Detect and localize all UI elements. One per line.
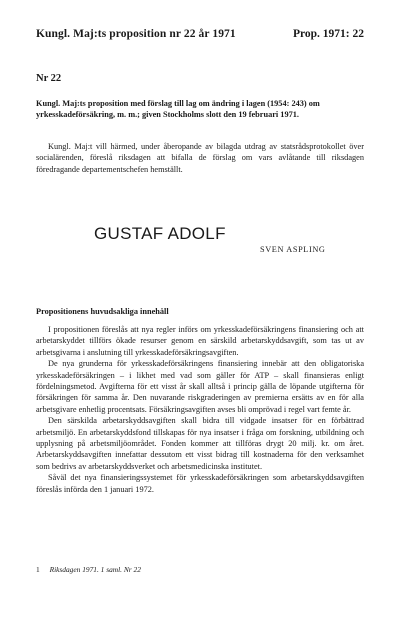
paragraph: Den särskilda arbetarskyddsavgiften skall bidra till vidgade insatser för en förbättrad arbetsmiljö. En arbetarskyddsfond tillskapas för nya insatser i fråga om forskning, utbildning och upplysning på arbetsmiljöområdet. Fonden kommer att tillföras drygt 20 milj. kr. om året. Arbetarskyddsavgiften innefattar dessutom ett visst bidrag till kostnaderna för den verksamhet som bedrivs av arbetarskyddsverket och arbetsmedicinska institutet. — [36, 416, 364, 471]
signature-king: GUSTAF ADOLF — [94, 224, 226, 243]
footer-source: Riksdagen 1971. 1 saml. Nr 22 — [49, 565, 141, 574]
running-header-reference: Prop. 1971: 22 — [292, 28, 364, 40]
proposition-subject: Kungl. Maj:ts proposition med förslag till lag om ändring i lagen (1954: 243) om yrkesskadeförsäkring, m. m.; given Stockholms slott den 19 februari 1971. — [36, 99, 320, 120]
paragraph: I propositionen föreslås att nya regler införs om yrkesskadeförsäkringens finansiering och att arbetarskyddet tillförs ökade resurser genom en särskild arbetarskyddsavgift, som tas ut av arbetsgivarna i anslutning till yrkesskadeförsäkringsavgiften. — [36, 325, 364, 357]
proposition-number: Nr 22 — [36, 73, 62, 84]
running-header-title: Kungl. Maj:ts proposition nr 22 år 1971 — [36, 28, 236, 40]
paragraph: Såväl det nya finansieringssystemet för yrkesskadeförsäkringen som arbetarskyddsavgiften föreslås införda den 1 januari 1972. — [36, 473, 364, 494]
signature-minister: SVEN ASPLING — [260, 245, 326, 254]
paragraph: De nya grunderna för yrkesskadeförsäkringens finansiering innebär att den obligatoriska yrkesskadeförsäkringen – i likhet med vad som gäller för ATP – skall finansieras enligt fördelningsmetod. Avgifterna för ett visst år skall alltså i princip gälla de löpande utgifterna för försäkringen för samma år. Den nuvarande riskgraderingen av premierna ersätts av en för alla arbetsgivare enhetlig procentsats. Försäkringsavgiften avses bli omprövad i regel vart femte år. — [36, 359, 364, 414]
footer-page-number: 1 — [36, 565, 40, 574]
introduction-text: Kungl. Maj:t vill härmed, under åberopande av bilagda utdrag av statsrådsprotokollet över socialärenden, föreslå riksdagen att bifalla de förslag om vars avlåtande till riksdagen föredragande departementschefen hemställt. — [36, 142, 364, 174]
page-footer — [36, 565, 141, 574]
section-heading: Propositionens huvudsakliga innehåll — [36, 307, 169, 316]
section-body — [36, 324, 364, 495]
introduction — [36, 141, 364, 175]
